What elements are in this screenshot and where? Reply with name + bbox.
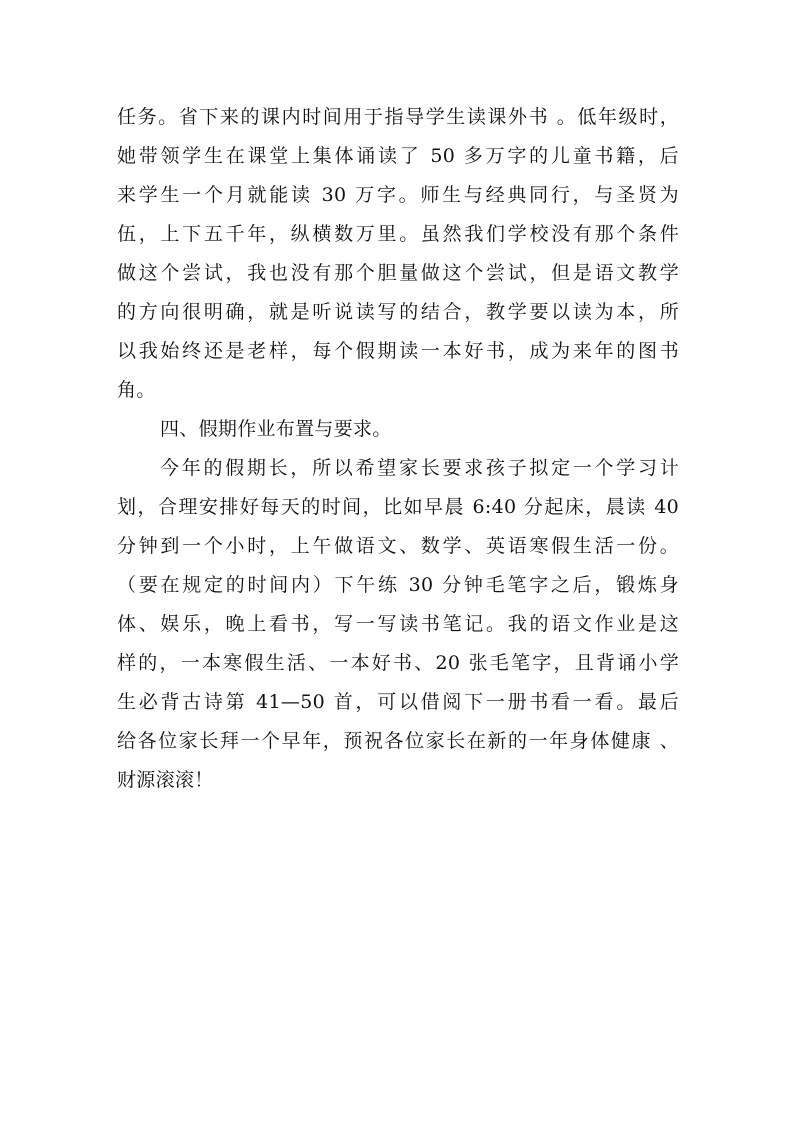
paragraph-line: 体、娱乐，晚上看书，写一写读书笔记。我的语文作业是这	[117, 613, 679, 635]
paragraph-line: （要在规定的时间内）下午练 30 分钟毛笔字之后，锻炼身	[117, 574, 679, 596]
paragraph-line: 今年的假期长，所以希望家长要求孩子拟定一个学习计	[160, 457, 679, 479]
paragraph-line: 样的，一本寒假生活、一本好书、20 张毛笔字，且背诵小学	[117, 652, 679, 674]
paragraph-line: 财源滚滚！	[117, 769, 214, 791]
paragraph-1	[117, 98, 679, 410]
paragraph-line: 来学生一个月就能读 30 万字。师生与经典同行，与圣贤为	[117, 184, 679, 206]
paragraph-line: 她带领学生在课堂上集体诵读了 50 多万字的儿童书籍，后	[117, 145, 679, 167]
section-heading: 四、假期作业布置与要求。	[160, 418, 392, 440]
paragraph-line: 角。	[117, 379, 156, 401]
paragraph-line: 划，合理安排好每天的时间，比如早晨 6:40 分起床，晨读 40	[117, 496, 679, 518]
paragraph-line: 做这个尝试，我也没有那个胆量做这个尝试，但是语文教学	[117, 262, 679, 284]
paragraph-2	[117, 449, 679, 800]
paragraph-line: 给各位家长拜一个早年，预祝各位家长在新的一年身体健康 、	[117, 730, 679, 752]
paragraph-line: 生必背古诗第 41—50 首，可以借阅下一册书看一看。最后	[117, 691, 679, 713]
paragraph-line: 以我始终还是老样，每个假期读一本好书，成为来年的图书	[117, 340, 679, 362]
paragraph-line: 的方向很明确，就是听说读写的结合，教学要以读为本，所	[117, 301, 679, 323]
paragraph-line: 分钟到一个小时，上午做语文、数学、英语寒假生活一份。	[117, 535, 679, 557]
document-body	[117, 98, 679, 800]
paragraph-line: 任务。省下来的课内时间用于指导学生读课外书 。低年级时，	[117, 106, 679, 128]
paragraph-line: 伍，上下五千年，纵横数万里。虽然我们学校没有那个条件	[117, 223, 679, 245]
